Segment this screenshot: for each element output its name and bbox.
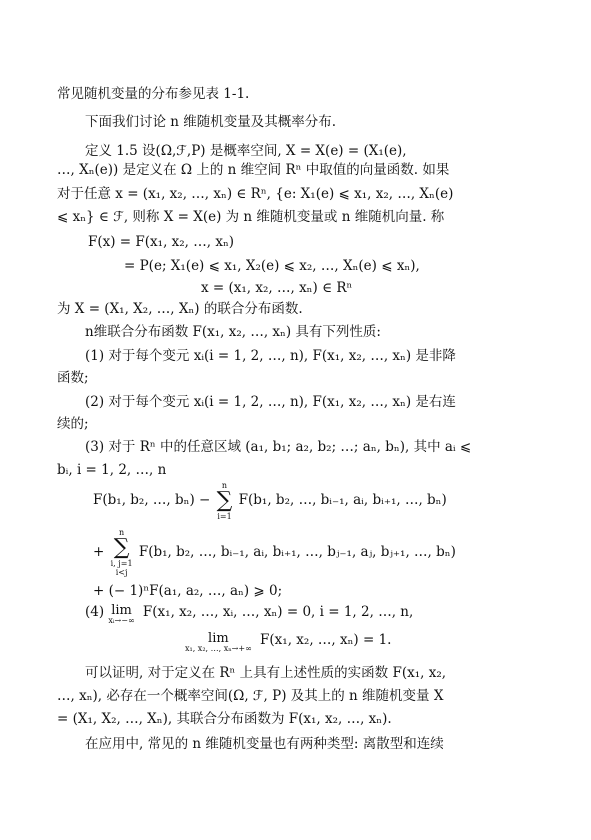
limit-1-operator: lim: [111, 603, 132, 618]
text-line-4: …, Xₙ(e)) 是定义在 Ω 上的 n 维空间 Rⁿ 中取值的向量函数. 如果: [57, 162, 450, 178]
formula-line-3: + (− 1)ⁿF(a₁, a₂, …, aₙ) ⩾ 0;: [93, 583, 283, 599]
summation-2: [111, 528, 133, 577]
distribution-def-line-3: x = (x₁, x₂, …, xₙ) ∈ Rⁿ: [201, 280, 353, 296]
text-line-25: …, xₙ), 必存在一个概率空间(Ω, ℱ, P) 及其上的 n 维随机变量 X: [57, 688, 444, 704]
limit-2-operator: lim: [208, 631, 229, 646]
formula-2-plus: +: [93, 544, 105, 560]
property-1-cont: 函数;: [57, 370, 89, 386]
limit-2: [185, 632, 252, 653]
distribution-def-line-2: = P(e; X₁(e) ⩽ x₁, X₂(e) ⩽ x₂, …, Xₙ(e) ⩽ xₙ),: [124, 258, 420, 274]
property-2-cont: 续的;: [57, 416, 89, 432]
text-line-6: ⩽ xₙ} ∈ ℱ, 则称 X = X(e) 为 n 维随机变量或 n 维随机向量. 称: [57, 209, 445, 225]
property-4: [85, 604, 413, 625]
property-3: (3) 对于 Rⁿ 中的任意区域 (a₁, b₁; a₂, b₂; …; aₙ, bₙ), 其中 aᵢ ⩽: [85, 439, 472, 455]
distribution-def-line-1: F(x) = F(x₁, x₂, …, xₙ): [88, 234, 235, 250]
formula-1-term: F(b₁, b₂, …, bᵢ₋₁, aᵢ, bᵢ₊₁, …, bₙ): [238, 492, 447, 508]
summation-1-lower: i=1: [217, 511, 232, 521]
formula-line-2: [93, 528, 456, 577]
property-2: (2) 对于每个变元 xᵢ(i = 1, 2, …, n), F(x₁, x₂, …, xₙ) 是右连: [85, 394, 456, 410]
text-line-5: 对于任意 x = (x₁, x₂, …, xₙ) ∈ Rⁿ, {e: X₁(e) ⩽ x₁, x₂, …, Xₙ(e): [57, 186, 454, 202]
property-4b-expr: F(x₁, x₂, …, xₙ) = 1.: [260, 632, 392, 648]
properties-intro: n维联合分布函数 F(x₁, x₂, …, xₙ) 具有下列性质:: [85, 324, 381, 340]
formula-2-term: F(b₁, b₂, …, bᵢ₋₁, aᵢ, bᵢ₊₁, …, bⱼ₋₁, aⱼ, bⱼ₊₁, …, bₙ): [138, 544, 456, 560]
summation-2-lower-2: i<j: [115, 568, 128, 577]
definition-heading: 定义 1.5 设(Ω,ℱ,P) 是概率空间, X = X(e) = (X₁(e),: [85, 143, 407, 159]
property-4-expr: F(x₁, x₂, …, xᵢ, …, xₙ) = 0, i = 1, 2, …, n,: [142, 604, 414, 620]
text-line-10: 为 X = (X₁, X₂, …, Xₙ) 的联合分布函数.: [57, 301, 303, 317]
text-line-1: 常见随机变量的分布参见表 1-1.: [57, 86, 250, 102]
text-line-2: 下面我们讨论 n 维随机变量及其概率分布.: [85, 114, 337, 130]
formula-line-1: [93, 480, 447, 521]
limit-1: [108, 604, 134, 625]
property-1: (1) 对于每个变元 xᵢ(i = 1, 2, …, n), F(x₁, x₂, …, xₙ) 是非降: [85, 348, 456, 364]
summation-2-sign: ∑: [113, 535, 130, 560]
summation-2-lower-1: i, j=1: [110, 559, 133, 568]
property-4b: [185, 632, 391, 653]
summation-1-sign: ∑: [216, 487, 233, 513]
text-line-24: 可以证明, 对于定义在 Rⁿ 上具有上述性质的实函数 F(x₁, x₂,: [85, 665, 447, 681]
summation-1-upper: n: [221, 480, 228, 490]
property-3-cont: bᵢ, i = 1, 2, …, n: [57, 462, 167, 478]
summation-1: [217, 481, 233, 521]
property-4-label: (4): [85, 604, 105, 620]
limit-1-subscript: xᵢ→−∞: [108, 616, 135, 625]
limit-2-subscript: x₁, x₂, …, xₙ→+∞: [185, 644, 252, 653]
summation-2-upper: n: [118, 528, 125, 537]
text-line-27: 在应用中, 常见的 n 维随机变量也有两种类型: 离散型和连续: [85, 736, 444, 752]
formula-1-lhs: F(b₁, b₂, …, bₙ) −: [93, 492, 211, 508]
text-line-26: = (X₁, X₂, …, Xₙ), 其联合分布函数为 F(x₁, x₂, …, xₙ).: [57, 711, 392, 727]
